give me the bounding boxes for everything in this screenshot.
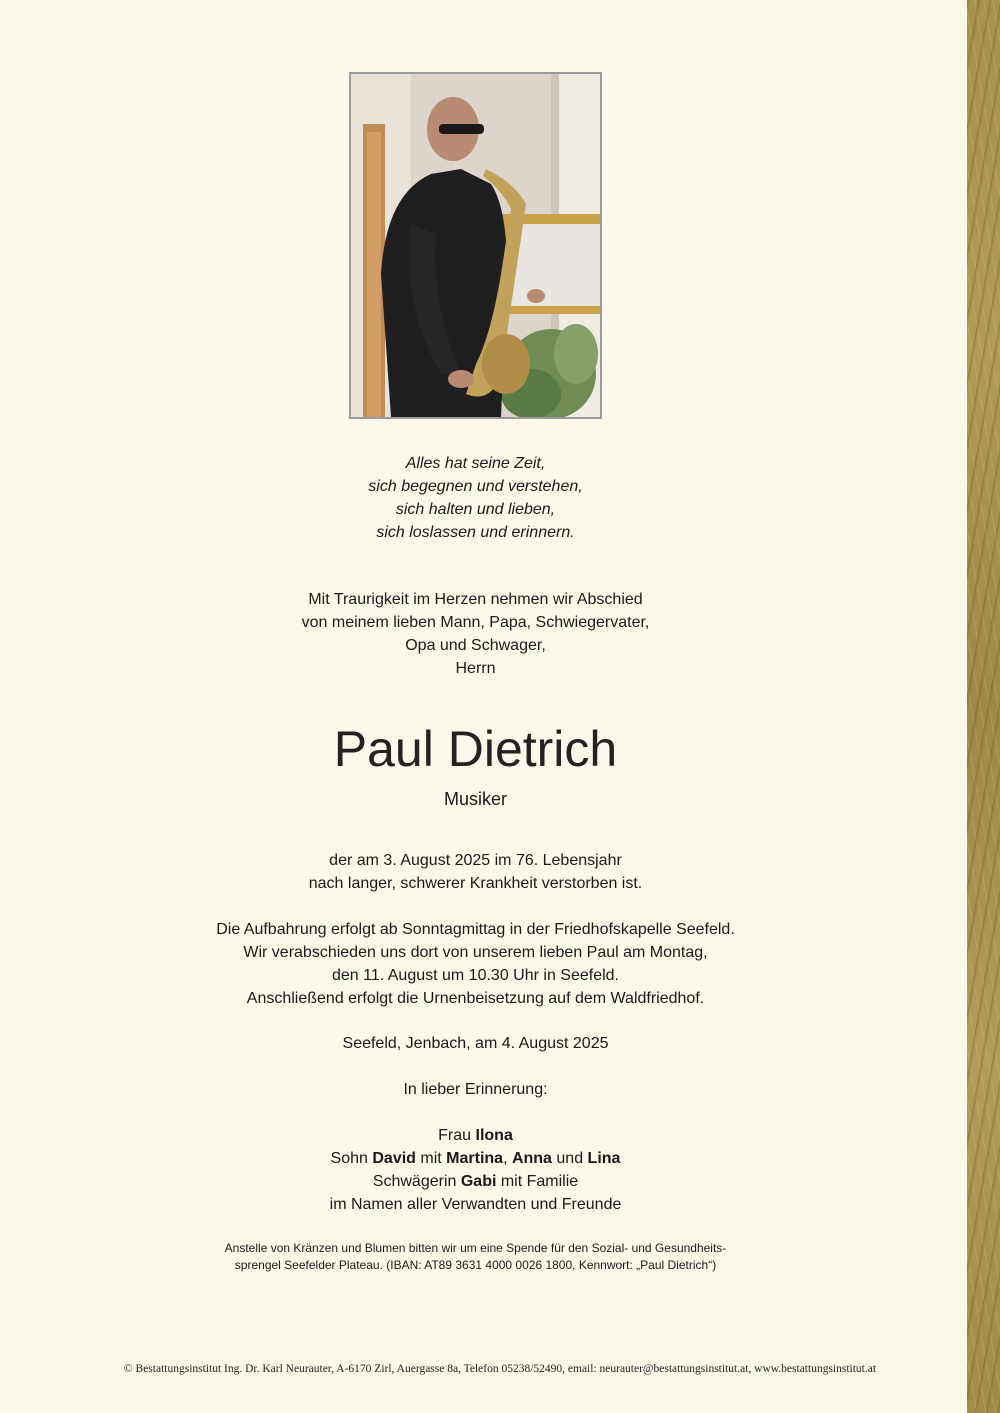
service-line: Wir verabschieden uns dort von unserem lieben Paul am Montag, [243, 944, 708, 961]
deceased-profession: Musiker [443, 789, 507, 809]
poem-line: sich begegnen und verstehen, [368, 478, 583, 495]
poem-line: sich loslassen und erinnern. [376, 524, 575, 541]
intro-line: Mit Traurigkeit im Herzen nehmen wir Abschied [308, 591, 643, 608]
poem-line: Alles hat seine Zeit, [405, 455, 546, 472]
donation-line: sprengel Seefelder Plateau. (IBAN: AT89 3631 4000 0026 1800, Kennwort: „Paul Dietrich“) [234, 1258, 717, 1272]
portrait-photo [349, 72, 602, 419]
intro-line: von meinem lieben Mann, Papa, Schwiegervater, [301, 614, 650, 631]
mourner-line: Sohn David mit Martina, Anna und Lina [330, 1150, 621, 1167]
mourner-line: im Namen aller Verwandten und Freunde [329, 1196, 622, 1213]
service-details [0, 918, 951, 1010]
intro-line: Opa und Schwager, [405, 637, 546, 654]
service-line: den 11. August um 10.30 Uhr in Seefeld. [331, 967, 619, 984]
place-date: Seefeld, Jenbach, am 4. August 2025 [342, 1035, 609, 1052]
mourners-list [0, 1124, 951, 1216]
gold-border-strip [967, 0, 1000, 1413]
mourner-line: Schwägerin Gabi mit Familie [372, 1173, 579, 1190]
death-notice [0, 849, 951, 895]
death-line: der am 3. August 2025 im 76. Lebensjahr [329, 852, 622, 869]
footer-imprint: © Bestattungsinstitut Ing. Dr. Karl Neurauter, A-6170 Zirl, Auergasse 8a, Telefon 05238/52490, email: neurauter@bestattungsinstitut.at, www.bestattungsinstitut.at [123, 1363, 877, 1375]
intro-line: Herrn [455, 660, 496, 677]
donation-note [0, 1240, 951, 1274]
deceased-name: Paul Dietrich [333, 721, 618, 777]
service-line: Die Aufbahrung erfolgt ab Sonntagmittag in der Friedhofskapelle Seefeld. [216, 921, 735, 938]
service-line: Anschließend erfolgt die Urnenbeisetzung auf dem Waldfriedhof. [246, 990, 705, 1007]
farewell-intro [0, 588, 951, 680]
poem [0, 452, 951, 544]
poem-line: sich halten und lieben, [395, 501, 556, 518]
donation-line: Anstelle von Kränzen und Blumen bitten wir um eine Spende für den Sozial- und Gesundheits- [224, 1241, 727, 1255]
remembrance-heading: In lieber Erinnerung: [403, 1081, 548, 1098]
death-line: nach langer, schwerer Krankheit verstorben ist. [308, 875, 643, 892]
mourner-line: Frau Ilona [438, 1127, 513, 1144]
